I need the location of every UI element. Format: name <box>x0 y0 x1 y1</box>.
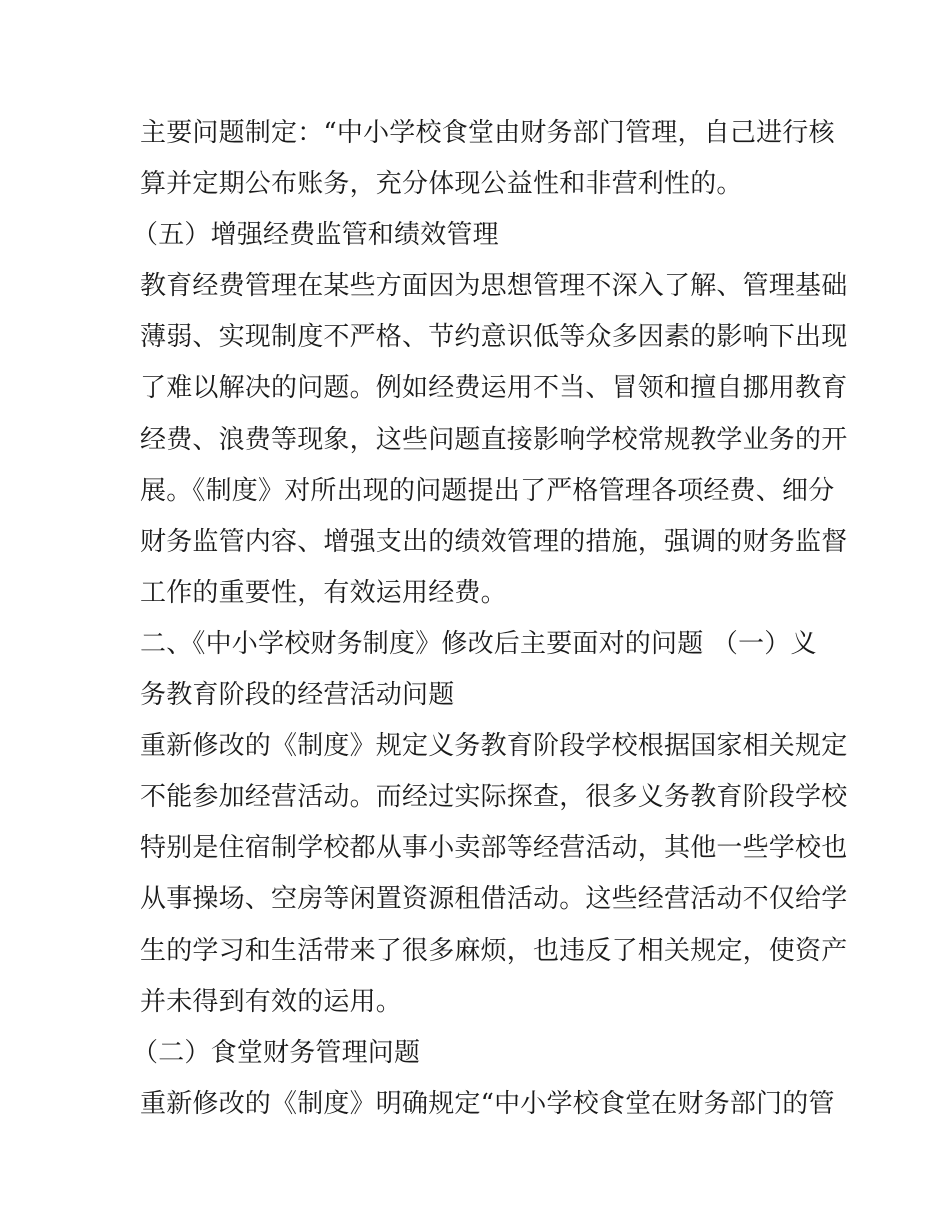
text-line: 经费、浪费等现象，这些问题直接影响学校常规教学业务的开 <box>140 424 848 455</box>
section-heading: （五）增强经费监管和绩效管理 <box>132 220 499 251</box>
text-line: 算并定期公布账务，充分体现公益性和非营利性的。 <box>140 169 743 200</box>
text-line: 重新修改的《制度》规定义务教育阶段学校根据国家相关规定 <box>140 731 848 762</box>
text-line: 重新修改的《制度》明确规定“中小学校食堂在财务部门的管 <box>140 1088 835 1119</box>
text-line: 展。《制度》对所出现的问题提出了严格管理各项经费、细分 <box>140 475 835 506</box>
text-line: 薄弱、实现制度不严格、节约意识低等众多因素的影响下出现 <box>140 322 848 353</box>
text-line: 不能参加经营活动。而经过实际探查，很多义务教育阶段学校 <box>140 782 848 813</box>
text-line: 生的学习和生活带来了很多麻烦，也违反了相关规定，使资产 <box>140 935 848 966</box>
text-line: 教育经费管理在某些方面因为思想管理不深入了解、管理基础 <box>140 271 848 302</box>
text-line: 工作的重要性，有效运用经费。 <box>140 577 507 608</box>
text-line: 了难以解决的问题。例如经费运用不当、冒领和擅自挪用教育 <box>140 373 848 404</box>
text-line: 并未得到有效的运用。 <box>140 986 403 1017</box>
text-line: 财务监管内容、增强支出的绩效管理的措施，强调的财务监督 <box>140 526 848 557</box>
section-heading: 二、《中小学校财务制度》修改后主要面对的问题 （一）义 <box>140 628 817 659</box>
text-line: 特别是住宿制学校都从事小卖部等经营活动，其他一些学校也 <box>140 833 848 864</box>
text-line: 从事操场、空房等闲置资源租借活动。这些经营活动不仅给学 <box>140 884 848 915</box>
text-line: 主要问题制定：“中小学校食堂由财务部门管理，自己进行核 <box>140 118 835 148</box>
text-line: 务教育阶段的经营活动问题 <box>140 680 455 711</box>
section-heading: （二）食堂财务管理问题 <box>132 1037 421 1068</box>
document-body <box>132 108 848 1130</box>
